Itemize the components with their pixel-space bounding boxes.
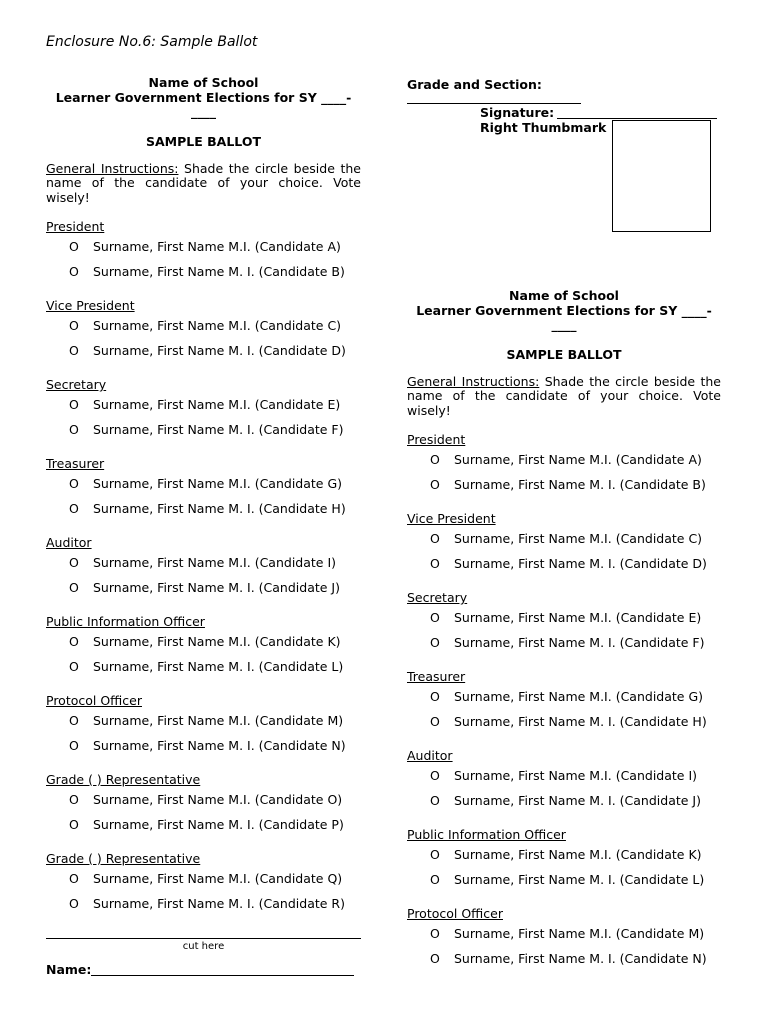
candidate-option[interactable]: [407, 526, 721, 551]
vote-circle[interactable]: O: [430, 951, 440, 966]
school-name: Name of School: [148, 75, 259, 90]
candidate-option[interactable]: [407, 763, 721, 788]
vote-circle[interactable]: O: [69, 397, 79, 412]
candidate-name: Surname, First Name M.I. (Candidate O): [93, 792, 343, 807]
vote-circle[interactable]: O: [69, 476, 79, 491]
election-title-cont: ____: [551, 317, 577, 332]
candidate-option[interactable]: [407, 709, 721, 734]
candidate-option[interactable]: [46, 392, 361, 417]
position-title: Vice President: [407, 511, 496, 526]
candidate-name: Surname, First Name M.I. (Candidate C): [93, 318, 342, 333]
candidate-option[interactable]: [46, 496, 361, 521]
position-title: Auditor: [407, 748, 453, 763]
general-instructions: [407, 375, 721, 419]
vote-circle[interactable]: O: [430, 635, 440, 650]
candidate-name: Surname, First Name M.I. (Candidate C): [454, 531, 703, 546]
enclosure-title: Enclosure No.6: Sample Ballot: [46, 34, 258, 50]
candidate-option[interactable]: [46, 891, 361, 916]
candidate-option[interactable]: [46, 654, 361, 679]
candidate-option[interactable]: [46, 234, 361, 259]
candidate-option[interactable]: [46, 550, 361, 575]
name-field[interactable]: [46, 962, 354, 977]
vote-circle[interactable]: O: [69, 422, 79, 437]
position-title: Secretary: [407, 590, 468, 605]
cut-here-label: cut here: [182, 941, 225, 952]
candidate-option[interactable]: [407, 447, 721, 472]
sample-ballot-heading: SAMPLE BALLOT: [506, 346, 622, 362]
candidate-name: Surname, First Name M.I. (Candidate A): [93, 239, 341, 254]
vote-circle[interactable]: O: [430, 452, 440, 467]
instructions-text: Shade the circle beside the name of the candidate of your choice. Vote wisely!: [46, 160, 361, 205]
vote-circle[interactable]: O: [430, 872, 440, 887]
candidate-option[interactable]: [407, 684, 721, 709]
candidate-option[interactable]: [46, 313, 361, 338]
vote-circle[interactable]: O: [430, 793, 440, 808]
candidate-option[interactable]: [46, 866, 361, 891]
position-title: President: [46, 219, 105, 234]
candidate-option[interactable]: [46, 812, 361, 837]
candidate-name: Surname, First Name M. I. (Candidate N): [93, 738, 346, 753]
candidate-name: Surname, First Name M.I. (Candidate A): [454, 452, 702, 467]
vote-circle[interactable]: O: [69, 634, 79, 649]
candidate-name: Surname, First Name M. I. (Candidate J): [93, 580, 340, 595]
candidate-name: Surname, First Name M.I. (Candidate M): [454, 926, 705, 941]
position-title: Treasurer: [46, 456, 105, 471]
vote-circle[interactable]: O: [430, 531, 440, 546]
candidate-name: Surname, First Name M. I. (Candidate B): [93, 264, 345, 279]
vote-circle[interactable]: O: [69, 817, 79, 832]
grade-section-blank[interactable]: [407, 103, 581, 104]
vote-circle[interactable]: O: [69, 318, 79, 333]
instructions-label: General Instructions:: [46, 160, 179, 176]
candidate-option[interactable]: [407, 921, 721, 946]
vote-circle[interactable]: O: [430, 714, 440, 729]
election-title: Learner Government Elections for SY ____-: [55, 89, 352, 105]
candidate-option[interactable]: [407, 946, 721, 971]
vote-circle[interactable]: O: [69, 264, 79, 279]
vote-circle[interactable]: O: [69, 239, 79, 254]
vote-circle[interactable]: O: [69, 792, 79, 807]
candidate-name: Surname, First Name M. I. (Candidate P): [93, 817, 344, 832]
candidate-name: Surname, First Name M. I. (Candidate R): [93, 896, 345, 911]
vote-circle[interactable]: O: [69, 871, 79, 886]
vote-circle[interactable]: O: [69, 659, 79, 674]
candidate-name: Surname, First Name M. I. (Candidate F): [454, 635, 705, 650]
vote-circle[interactable]: O: [430, 689, 440, 704]
election-title: Learner Government Elections for SY ____-: [416, 302, 712, 318]
position-title: Grade ( ) Representative: [46, 772, 201, 787]
position-title: Auditor: [46, 535, 92, 550]
school-name: Name of School: [509, 288, 619, 303]
candidate-option[interactable]: [46, 471, 361, 496]
candidate-name: Surname, First Name M.I. (Candidate Q): [93, 871, 343, 886]
candidate-option[interactable]: [407, 605, 721, 630]
position-title: Treasurer: [407, 669, 466, 684]
position-title: Protocol Officer: [46, 693, 142, 708]
vote-circle[interactable]: O: [430, 477, 440, 492]
candidate-name: Surname, First Name M. I. (Candidate D): [93, 343, 346, 358]
vote-circle[interactable]: O: [430, 847, 440, 862]
candidate-name: Surname, First Name M.I. (Candidate I): [454, 768, 698, 783]
candidate-option[interactable]: [407, 788, 721, 813]
ballot-left: [46, 76, 361, 916]
position-title: President: [407, 432, 466, 447]
candidate-option[interactable]: [407, 867, 721, 892]
candidate-name: Surname, First Name M.I. (Candidate M): [93, 713, 344, 728]
position-title: Vice President: [46, 298, 135, 313]
candidate-name: Surname, First Name M.I. (Candidate G): [454, 689, 704, 704]
candidate-name: Surname, First Name M. I. (Candidate H): [93, 501, 346, 516]
candidate-option[interactable]: [46, 708, 361, 733]
position-title: Grade ( ) Representative: [46, 851, 201, 866]
name-label: Name:: [46, 962, 92, 977]
vote-circle[interactable]: O: [69, 738, 79, 753]
candidate-option[interactable]: [46, 787, 361, 812]
signature-label: Signature:: [480, 105, 555, 120]
instructions-text: Shade the circle beside the name of the candidate of your choice. Vote wisely!: [407, 373, 721, 418]
thumbmark-label: Right Thumbmark: [480, 120, 607, 135]
vote-circle[interactable]: O: [430, 768, 440, 783]
position-title: Public Information Officer: [46, 614, 205, 629]
signature-blank[interactable]: [557, 118, 717, 119]
candidate-option[interactable]: [46, 259, 361, 284]
candidate-name: Surname, First Name M. I. (Candidate L): [454, 872, 705, 887]
candidate-option[interactable]: [46, 417, 361, 442]
vote-circle[interactable]: O: [430, 926, 440, 941]
position-title: Public Information Officer: [407, 827, 566, 842]
candidate-option[interactable]: [407, 842, 721, 867]
general-instructions: [46, 162, 361, 206]
candidate-name: Surname, First Name M. I. (Candidate H): [454, 714, 707, 729]
vote-circle[interactable]: O: [69, 555, 79, 570]
vote-circle[interactable]: O: [69, 343, 79, 358]
ballot-right: [407, 289, 721, 971]
candidate-name: Surname, First Name M. I. (Candidate J): [454, 793, 701, 808]
candidate-name: Surname, First Name M.I. (Candidate E): [93, 397, 341, 412]
candidate-name: Surname, First Name M.I. (Candidate K): [454, 847, 702, 862]
name-blank[interactable]: [91, 975, 354, 976]
election-title-cont: ____: [191, 104, 216, 119]
candidate-option[interactable]: [46, 575, 361, 600]
vote-circle[interactable]: O: [430, 610, 440, 625]
thumbmark-box: [612, 120, 711, 232]
candidate-name: Surname, First Name M. I. (Candidate B): [454, 477, 706, 492]
candidate-option[interactable]: [46, 733, 361, 758]
candidate-name: Surname, First Name M. I. (Candidate D): [454, 556, 707, 571]
candidate-name: Surname, First Name M. I. (Candidate N): [454, 951, 707, 966]
candidate-name: Surname, First Name M.I. (Candidate I): [93, 555, 337, 570]
vote-circle[interactable]: O: [430, 556, 440, 571]
sample-ballot-heading: SAMPLE BALLOT: [146, 133, 261, 149]
instructions-label: General Instructions:: [407, 373, 540, 389]
position-title: Protocol Officer: [407, 906, 503, 921]
candidate-option[interactable]: [407, 630, 721, 655]
vote-circle[interactable]: O: [69, 713, 79, 728]
candidate-name: Surname, First Name M.I. (Candidate K): [93, 634, 341, 649]
grade-section-label: Grade and Section:: [407, 77, 542, 92]
candidate-option[interactable]: [46, 629, 361, 654]
candidate-name: Surname, First Name M.I. (Candidate G): [93, 476, 343, 491]
candidate-name: Surname, First Name M.I. (Candidate E): [454, 610, 702, 625]
candidate-option[interactable]: [407, 551, 721, 576]
candidate-name: Surname, First Name M. I. (Candidate L): [93, 659, 344, 674]
position-title: Secretary: [46, 377, 107, 392]
cut-line: [46, 938, 361, 939]
vote-circle[interactable]: O: [69, 896, 79, 911]
candidate-option[interactable]: [46, 338, 361, 363]
candidate-option[interactable]: [407, 472, 721, 497]
vote-circle[interactable]: O: [69, 501, 79, 516]
candidate-name: Surname, First Name M. I. (Candidate F): [93, 422, 344, 437]
vote-circle[interactable]: O: [69, 580, 79, 595]
